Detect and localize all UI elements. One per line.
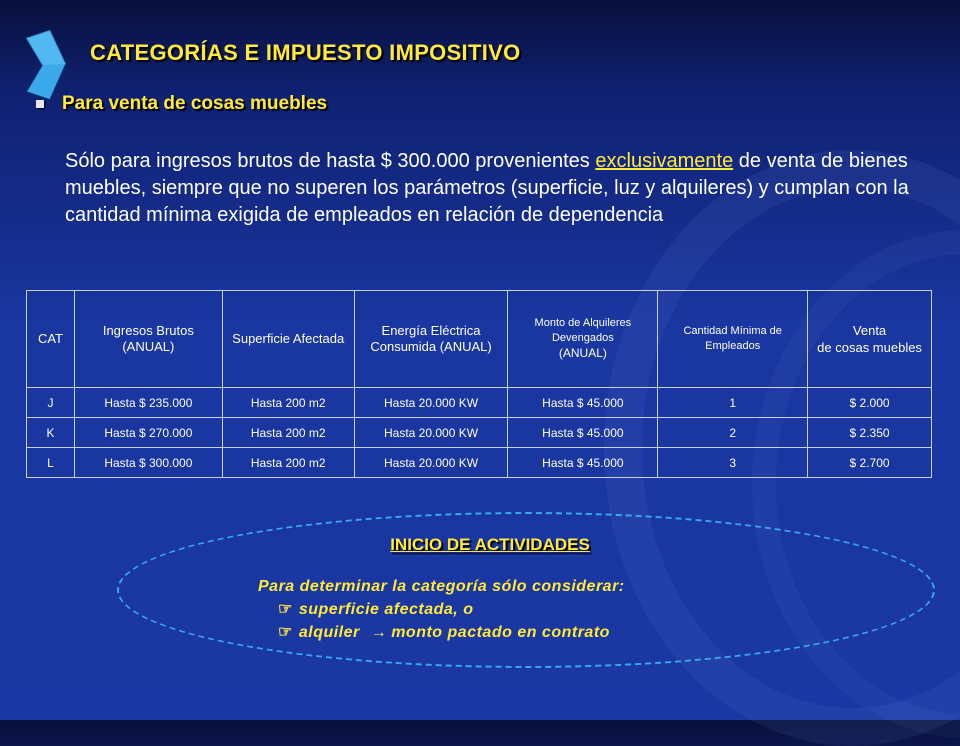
pointing-hand-icon: ☞ [278, 601, 293, 618]
cell-cat: J [27, 388, 75, 418]
page-title: CATEGORÍAS E IMPUESTO IMPOSITIVO [90, 40, 521, 65]
inicio-title: INICIO DE ACTIVIDADES [390, 535, 590, 554]
subtitle-row [36, 93, 327, 115]
right-arrow-icon: → [370, 624, 388, 641]
header-alquileres-main: Monto de Alquileres Devengados [534, 317, 632, 344]
cell-energia: Hasta 20.000 KW [354, 448, 508, 478]
intro-text-after: de venta de bienes muebles, siempre que no superen los parámetros (superficie, luz y alquileres) y cumplan con la cantidad mínima exigida de empleados en relación de dependencia [65, 150, 909, 226]
cell-alquileres: Hasta $ 45.000 [508, 418, 658, 448]
inicio-content [258, 575, 625, 644]
cell-venta: $ 2.700 [808, 448, 932, 478]
cell-superficie: Hasta 200 m2 [222, 418, 354, 448]
inicio-item-2-text-a: alquiler [298, 624, 360, 641]
cell-alquileres: Hasta $ 45.000 [508, 388, 658, 418]
intro-text-before: Sólo para ingresos brutos de hasta $ 300.000 provenientes [65, 150, 596, 172]
intro-highlight: exclusivamente [595, 150, 734, 172]
table-row [27, 388, 932, 418]
header-venta-line1: Venta [852, 323, 887, 338]
cell-cat: K [27, 418, 75, 448]
categories-table [26, 290, 932, 478]
pointing-hand-icon: ☞ [278, 624, 293, 641]
cell-superficie: Hasta 200 m2 [222, 448, 354, 478]
header-alquileres-anual: (ANUAL) [558, 346, 607, 360]
cell-ingresos: Hasta $ 300.000 [74, 448, 222, 478]
cell-venta: $ 2.000 [808, 388, 932, 418]
header-cat: CAT [27, 291, 75, 388]
cell-alquileres: Hasta $ 45.000 [508, 448, 658, 478]
header-ingresos: Ingresos Brutos (ANUAL) [74, 291, 222, 388]
inicio-item-1 [258, 598, 625, 621]
inicio-line1: Para determinar la categoría sólo considerar: [258, 578, 625, 595]
cell-superficie: Hasta 200 m2 [222, 388, 354, 418]
table-header-row [27, 291, 932, 388]
inicio-item-2 [258, 621, 625, 644]
cell-venta: $ 2.350 [808, 418, 932, 448]
subtitle: Para venta de cosas muebles [62, 93, 328, 114]
inicio-item-1-text: superficie afectada, o [298, 601, 474, 618]
bullet-square-icon [36, 100, 44, 108]
cell-ingresos: Hasta $ 235.000 [74, 388, 222, 418]
cell-ingresos: Hasta $ 270.000 [74, 418, 222, 448]
cell-cat: L [27, 448, 75, 478]
header-venta [808, 291, 932, 388]
inicio-item-2-text-b: monto pactado en contrato [391, 624, 610, 641]
cell-empleados: 2 [658, 418, 808, 448]
table-row [27, 418, 932, 448]
cell-energia: Hasta 20.000 KW [354, 418, 508, 448]
intro-paragraph [65, 148, 915, 229]
header-venta-line2: de cosas muebles [817, 340, 922, 355]
arrow-icon [22, 30, 68, 100]
cell-energia: Hasta 20.000 KW [354, 388, 508, 418]
cell-empleados: 1 [658, 388, 808, 418]
cell-empleados: 3 [658, 448, 808, 478]
header-empleados: Cantidad Mínima de Empleados [658, 291, 808, 388]
header-alquileres [508, 291, 658, 388]
header-energia: Energía Eléctrica Consumida (ANUAL) [354, 291, 508, 388]
table-row [27, 448, 932, 478]
header-superficie: Superficie Afectada [222, 291, 354, 388]
